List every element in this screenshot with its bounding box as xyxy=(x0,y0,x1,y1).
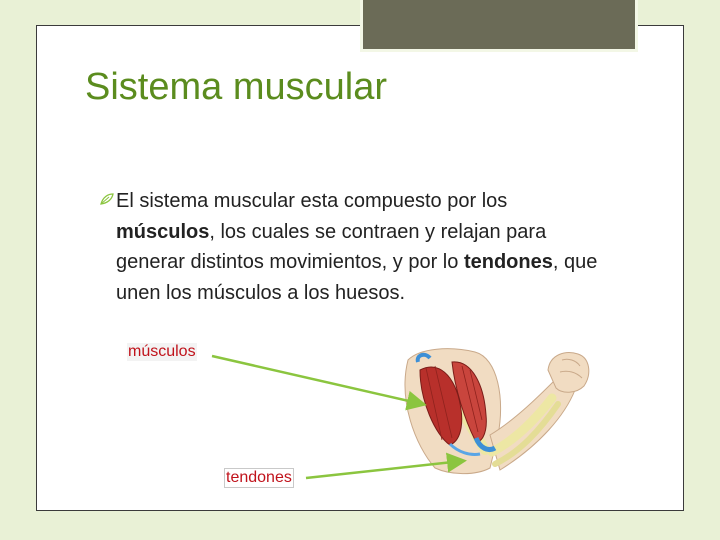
keyword-tendones: tendones xyxy=(463,251,553,273)
keyword-musculos: músculos xyxy=(116,220,210,243)
label-musculos: músculos xyxy=(128,343,196,360)
slide-title: Sistema muscular xyxy=(85,66,387,108)
label-tendones: tendones xyxy=(226,469,292,486)
body-text-part3: , que unen los músculos a los huesos. xyxy=(116,251,598,304)
body-text-part1: El sistema muscular esta compuesto por los xyxy=(116,190,508,212)
tendons-arrow xyxy=(306,461,462,478)
muscles-arrow xyxy=(212,356,422,404)
body-text-part2: , los cuales se contraen y relajan para generar distintos movimientos, y por lo xyxy=(116,220,547,273)
